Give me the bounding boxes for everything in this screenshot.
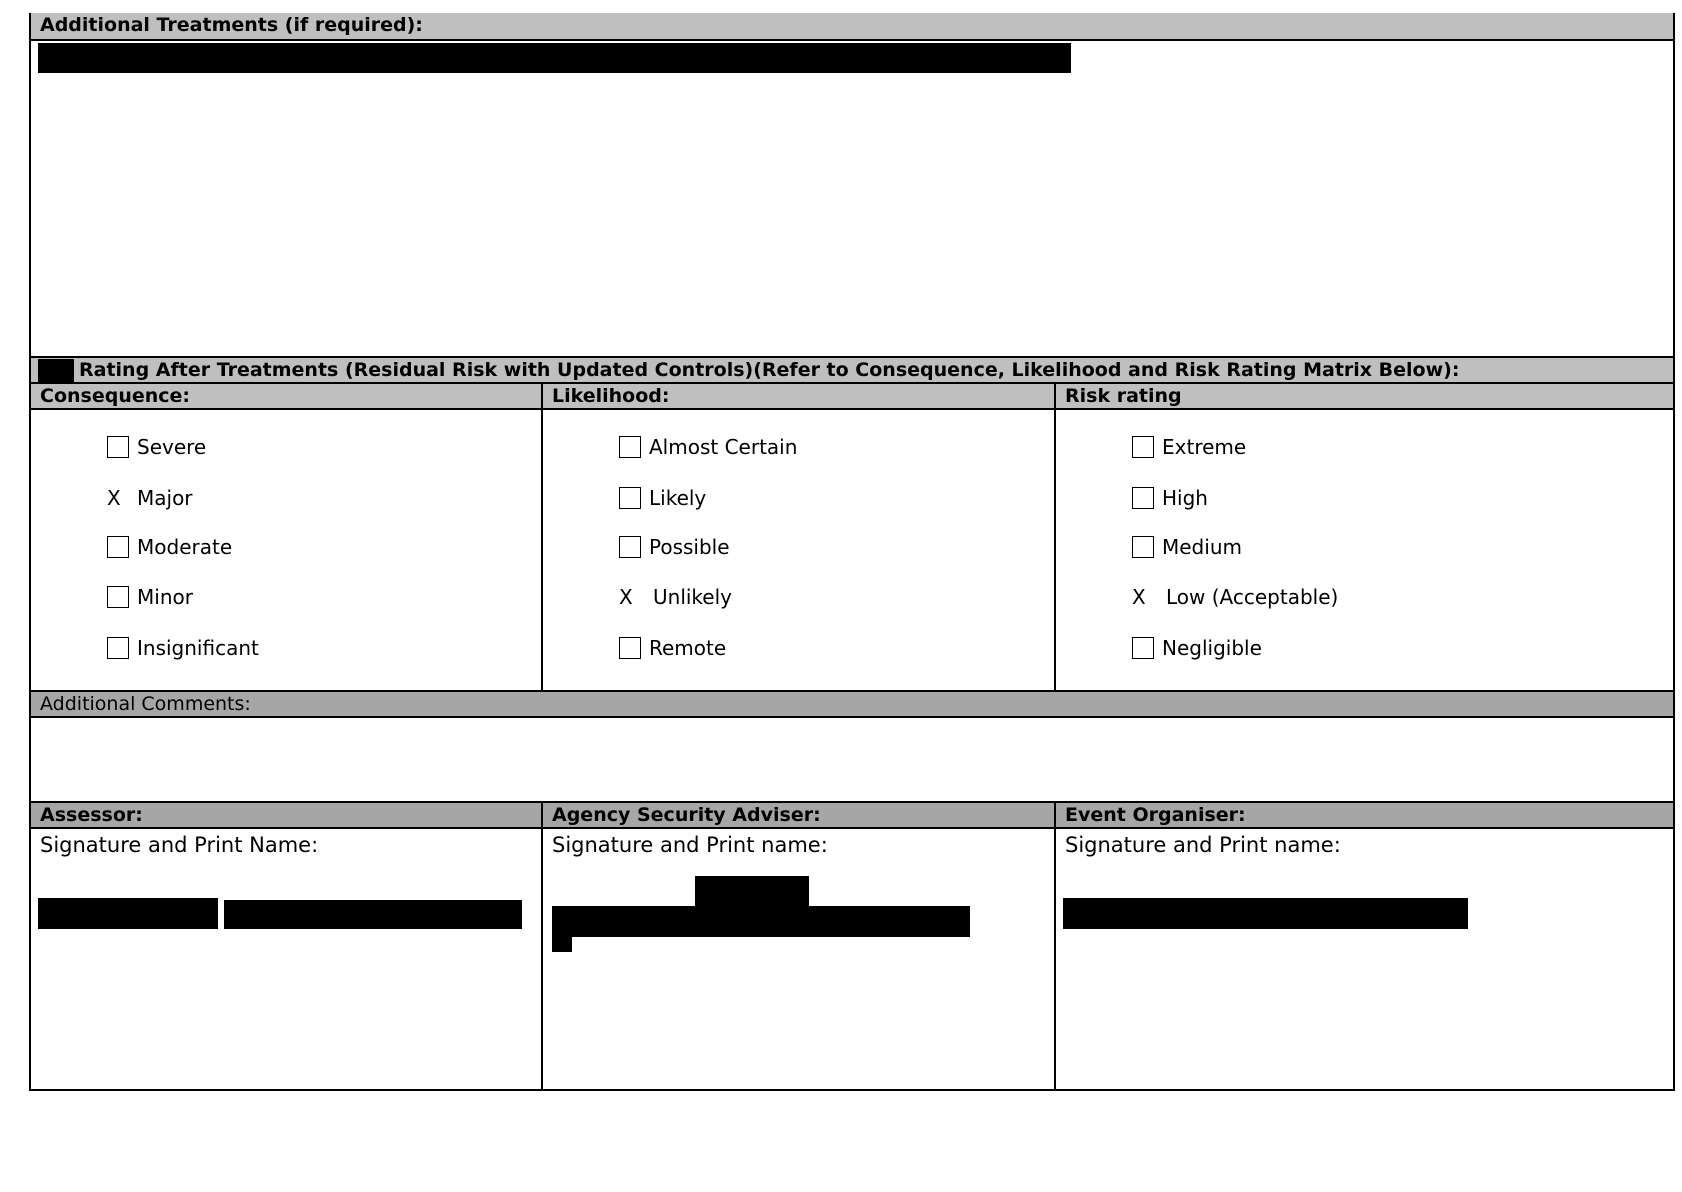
organiser-header: Event Organiser: xyxy=(1065,804,1246,826)
option-almost-certain[interactable]: Almost Certain xyxy=(619,434,797,460)
checkbox[interactable] xyxy=(107,586,129,608)
adviser-header: Agency Security Adviser: xyxy=(552,804,821,826)
additional-treatments-title: Additional Treatments (if required): xyxy=(40,14,423,36)
option-minor[interactable]: Minor xyxy=(107,584,193,610)
column-divider xyxy=(1054,382,1056,690)
x-mark[interactable]: X xyxy=(619,585,633,609)
checkbox[interactable] xyxy=(1132,536,1154,558)
option-low-acceptable[interactable]: X Low (Acceptable) xyxy=(1132,585,1339,609)
assessor-header: Assessor: xyxy=(40,804,143,826)
option-extreme[interactable]: Extreme xyxy=(1132,434,1246,460)
rating-columns-header xyxy=(31,382,1673,410)
redacted-adviser-name xyxy=(552,906,970,937)
likelihood-header: Likelihood: xyxy=(552,385,670,407)
option-remote[interactable]: Remote xyxy=(619,635,726,661)
option-insignificant[interactable]: Insignificant xyxy=(107,635,259,661)
checkbox[interactable] xyxy=(107,536,129,558)
risk-assessment-form xyxy=(29,13,1675,1091)
option-likely[interactable]: Likely xyxy=(619,485,706,511)
adviser-signature-label: Signature and Print name: xyxy=(552,833,828,857)
organiser-signature-label: Signature and Print name: xyxy=(1065,833,1341,857)
redacted-adviser-signature xyxy=(695,876,809,910)
additional-comments-field[interactable] xyxy=(31,718,1673,801)
column-divider xyxy=(541,801,543,1091)
option-high[interactable]: High xyxy=(1132,485,1208,511)
column-divider xyxy=(541,382,543,690)
redacted-adviser-mark xyxy=(552,930,572,952)
checkbox[interactable] xyxy=(107,436,129,458)
checkbox[interactable] xyxy=(1132,637,1154,659)
option-medium[interactable]: Medium xyxy=(1132,534,1242,560)
option-negligible[interactable]: Negligible xyxy=(1132,635,1262,661)
rating-after-treatments-header xyxy=(31,356,1673,384)
option-unlikely[interactable]: X Unlikely xyxy=(619,585,732,609)
risk-rating-header: Risk rating xyxy=(1065,385,1182,407)
additional-comments-title: Additional Comments: xyxy=(40,693,251,715)
option-severe[interactable]: Severe xyxy=(107,434,206,460)
column-divider xyxy=(1054,801,1056,1091)
consequence-header: Consequence: xyxy=(40,385,191,407)
additional-comments-header xyxy=(31,690,1673,718)
redacted-assessor-name xyxy=(224,900,522,929)
checkbox[interactable] xyxy=(619,487,641,509)
checkbox[interactable] xyxy=(1132,487,1154,509)
checkbox[interactable] xyxy=(1132,436,1154,458)
redacted-treatment-text xyxy=(38,43,1071,73)
x-mark[interactable]: X xyxy=(107,486,121,510)
redacted-assessor-signature xyxy=(38,898,218,929)
checkbox[interactable] xyxy=(619,536,641,558)
rating-after-treatments-title: Rating After Treatments (Residual Risk with Updated Controls)(Refer to Consequence, Likelihood and Risk Rating Matrix Below): xyxy=(79,359,1460,381)
additional-treatments-header xyxy=(31,13,1673,41)
checkbox[interactable] xyxy=(107,637,129,659)
redacted-organiser-signature xyxy=(1063,898,1468,929)
checkbox[interactable] xyxy=(619,637,641,659)
option-possible[interactable]: Possible xyxy=(619,534,730,560)
option-moderate[interactable]: Moderate xyxy=(107,534,232,560)
signature-columns-header xyxy=(31,801,1673,829)
assessor-signature-label: Signature and Print Name: xyxy=(40,833,319,857)
option-major[interactable]: X Major xyxy=(107,486,193,510)
x-mark[interactable]: X xyxy=(1132,585,1146,609)
checkbox[interactable] xyxy=(619,436,641,458)
